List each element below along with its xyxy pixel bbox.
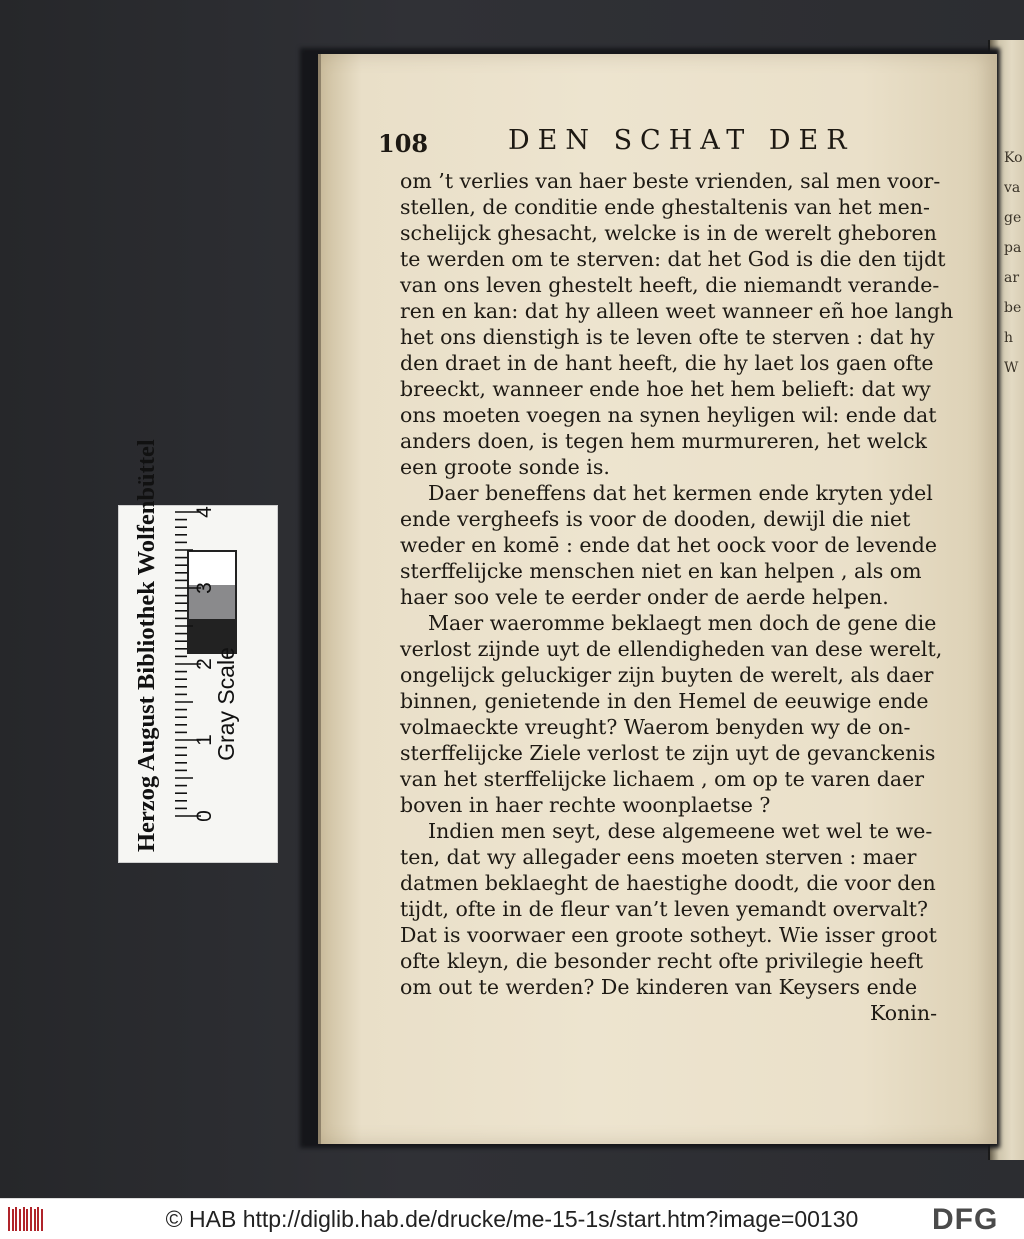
text-line: een groote sonde is. — [400, 455, 610, 479]
text-line: datmen beklaeght de haestighe doodt, die voor den — [400, 871, 936, 895]
page-number: 108 — [378, 129, 429, 158]
text-line: het ons dienstigh is te leven ofte te sterven : dat hy — [400, 325, 935, 349]
text-line: Konin- — [870, 1001, 937, 1025]
text-line: Dat is voorwaer een groote sotheyt. Wie isser groot — [400, 923, 937, 947]
text-line: Indien men seyt, dese algemeene wet wel te we- — [428, 819, 933, 843]
text-line: verlost zijnde uyt de ellendigheden van dese werelt, — [400, 637, 943, 661]
ruler-number: 4 — [193, 506, 216, 518]
text-line: om ’t verlies van haer beste vrienden, sal men voor- — [400, 169, 941, 193]
text-line: stellen, de conditie ende ghestaltenis van het men- — [400, 195, 930, 219]
text-line: anders doen, is tegen hem murmureren, het welck — [400, 429, 927, 453]
text-line: haer soo vele te eerder onder de aerde helpen. — [400, 585, 889, 609]
next-page-edge: Ko va ge pa ar be h W — [988, 40, 1024, 1160]
text-line: ren en kan: dat hy alleen weet wanneer eñ hoe langh — [400, 299, 954, 323]
text-line: sterffelijcke menschen niet en kan helpen , als om — [400, 559, 922, 583]
text-line: Daer beneffens dat het kermen ende kryten ydel — [428, 481, 933, 505]
text-line: ten, dat wy allegader eens moeten sterven : maer — [400, 845, 917, 869]
text-line: volmaeckte vreught? Waerom benyden wy de on- — [400, 715, 911, 739]
color-calibration-card — [118, 439, 278, 863]
source-url[interactable]: © HAB http://diglib.hab.de/drucke/me-15-1s/start.htm?image=00130 — [165, 1206, 859, 1232]
text-line: Maer waeromme beklaegt men doch de gene die — [428, 611, 937, 635]
text-line: van het sterffelijcke lichaem , om op te varen daer — [400, 767, 925, 791]
text-line: boven in haer rechte woonplaetse ? — [400, 793, 771, 817]
viewer-footer — [0, 1198, 1024, 1239]
text-line: ongelijck geluckiger zijn buyten de werelt, als daer — [400, 663, 934, 687]
running-title: DEN SCHAT DER — [508, 125, 855, 156]
text-line: ofte kleyn, die besonder recht ofte privilegie heeft — [400, 949, 924, 973]
body-text — [400, 168, 980, 1026]
page-header — [378, 125, 998, 165]
ruler-number: 2 — [193, 658, 216, 670]
text-line: breeckt, wanneer ende hoe het hem belieft: dat wy — [400, 377, 931, 401]
dfg-logo: DFG — [932, 1203, 999, 1236]
ruler-number: 0 — [193, 810, 216, 822]
gray-scale-label: Gray Scale — [213, 647, 239, 761]
text-line: sterffelijcke Ziele verlost te zijn uyt de gevanckenis — [400, 741, 936, 765]
text-line: tijdt, ofte in de fleur van’t leven yemandt overvalt? — [400, 897, 929, 921]
text-line: ons moeten voegen na synen heyligen wil: ende dat — [400, 403, 937, 427]
text-line: van ons leven ghestelt heeft, die niemandt verande- — [400, 273, 940, 297]
measurement-ruler — [159, 506, 219, 862]
text-line: ende vergheefs is voor de dooden, dewijl die niet — [400, 507, 911, 531]
text-line: weder en komē : ende dat het oock voor de levende — [400, 533, 937, 557]
text-line: binnen, genietende in den Hemel de eeuwige ende — [400, 689, 929, 713]
ruler-number: 3 — [193, 582, 216, 594]
text-line: te werden om te sterven: dat het God is die den tijdt — [400, 247, 946, 271]
ruler-number: 1 — [193, 734, 216, 746]
text-line: den draet in de hant heeft, die hy laet los gaen ofte — [400, 351, 934, 375]
text-line: om out te werden? De kinderen van Keysers ende — [400, 975, 918, 999]
text-line: schelijck ghesacht, welcke is in de werelt gheboren — [400, 221, 937, 245]
institution-name: Herzog August Bibliothek Wolfenbüttel — [133, 439, 160, 852]
